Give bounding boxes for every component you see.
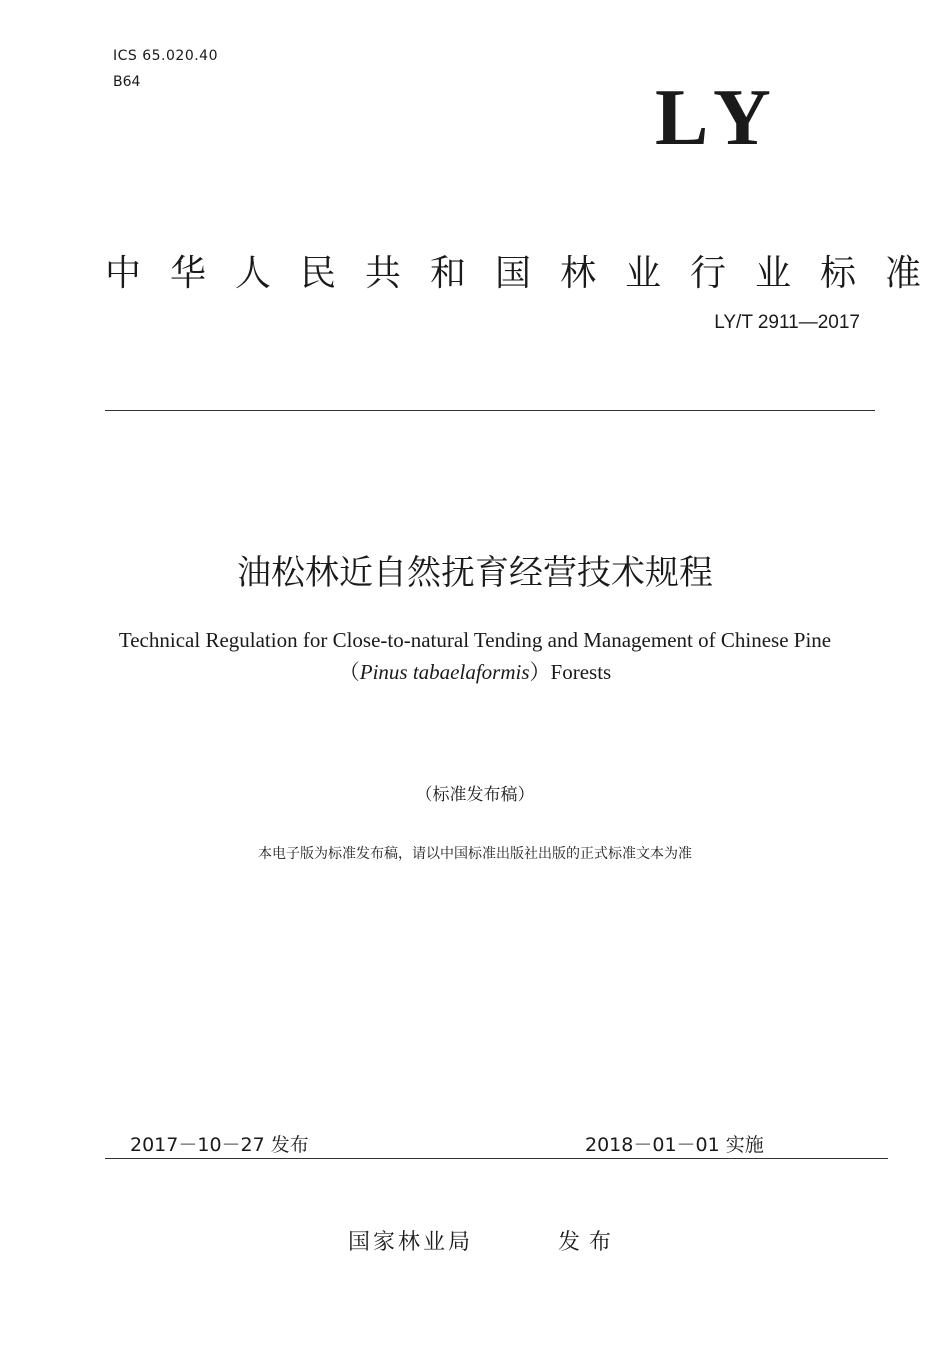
issue-date: 2017－10－27 发布 [130, 1134, 309, 1156]
edition-disclaimer: 本电子版为标准发布稿，请以中国标准出版社出版的正式标准文本为准 [258, 846, 692, 862]
title-english-tail: Forests [550, 660, 612, 684]
title-english [0, 624, 950, 688]
draft-status-note: （标准发布稿） [415, 785, 535, 805]
top-divider [105, 410, 875, 411]
ics-code: ICS 65.020.40 [113, 48, 218, 64]
publisher-name: 国家林业局 [348, 1230, 474, 1255]
standard-category-heading: 中华人民共和国林业行业标准 [105, 253, 950, 294]
standard-number: LY/T 2911—2017 [714, 312, 860, 333]
publish-label: 发布 [558, 1230, 621, 1255]
paren-open: （ [338, 660, 360, 684]
ly-logo: LY [655, 74, 783, 162]
title-english-line1: Technical Regulation for Close-to-natural Tending and Management of Chinese Pine [118, 628, 832, 652]
paren-close: ） [529, 660, 551, 684]
title-english-line2 [0, 656, 950, 688]
classification-code: B64 [113, 74, 141, 90]
implementation-date: 2018－01－01 实施 [585, 1134, 764, 1156]
species-name: Pinus tabaelaformis [359, 660, 530, 684]
bottom-divider [105, 1158, 888, 1159]
title-chinese: 油松林近自然抚育经营技术规程 [237, 553, 713, 593]
